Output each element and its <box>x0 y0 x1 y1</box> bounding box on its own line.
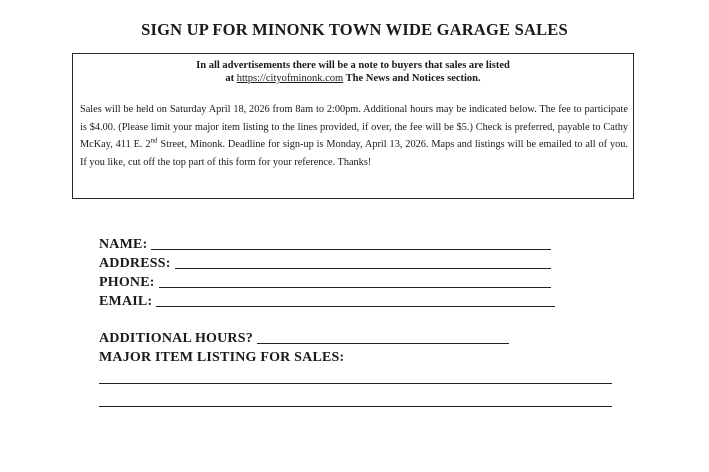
name-field[interactable] <box>99 237 551 253</box>
city-website-link[interactable]: https://cityofminonk.com <box>236 73 344 84</box>
name-line[interactable] <box>151 249 551 250</box>
email-field[interactable] <box>99 294 555 310</box>
name-label: NAME: <box>99 237 148 252</box>
address-label: ADDRESS: <box>99 256 171 271</box>
phone-field[interactable] <box>99 275 551 291</box>
phone-label: PHONE: <box>99 275 155 290</box>
email-line[interactable] <box>156 306 555 307</box>
page-title: SIGN UP FOR MINONK TOWN WIDE GARAGE SALES <box>141 20 568 39</box>
phone-line[interactable] <box>159 287 551 288</box>
major-item-line-2[interactable] <box>99 406 612 407</box>
email-label: EMAIL: <box>99 294 153 309</box>
notice-body-part-2: Street, Minonk. Deadline for sign-up is Monday, April 13, 2026. Maps and listings will be emailed to all of you. If you like, cut off the top part of this form for your reference. Thanks! <box>80 139 628 168</box>
additional-hours-line[interactable] <box>257 343 509 344</box>
notice-body-part-1: Sales will be held on Saturday April 18, 2026 from 8am to 2:00pm. Additional hours may be indicated below. The fee to participate is $4.00. (Please limit your major item listing to the lines provided, if over, the fee will be $5.) Check is preferred, payable to Cathy McKay, 411 E. 2 <box>80 104 628 150</box>
notice-line-2 <box>73 72 633 85</box>
notice-header <box>73 59 633 85</box>
address-line[interactable] <box>175 268 551 269</box>
address-field[interactable] <box>99 256 551 272</box>
major-item-line-1[interactable] <box>99 383 612 384</box>
notice-box <box>72 53 634 199</box>
notice-line-2-suffix: The News and Notices section. <box>345 73 481 84</box>
notice-line-1: In all advertisements there will be a note to buyers that sales are listed <box>196 60 510 71</box>
notice-line-2-prefix: at <box>225 73 235 84</box>
additional-hours-label: ADDITIONAL HOURS? <box>99 331 253 346</box>
additional-hours-field[interactable] <box>99 331 509 347</box>
notice-body <box>80 101 628 171</box>
major-item-heading <box>99 350 344 366</box>
notice-body-superscript: nd <box>150 136 158 145</box>
major-item-label: MAJOR ITEM LISTING FOR SALES: <box>99 350 345 365</box>
